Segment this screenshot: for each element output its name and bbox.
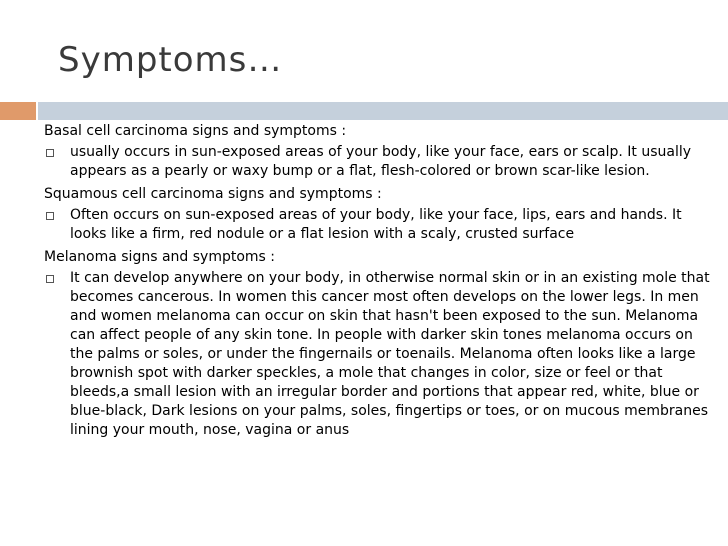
bullet-text-squamous: Often occurs on sun-exposed areas of your body, like your face, lips, ears and hands. It looks like a firm, red nodule or a flat lesion with a scaly, crusted surface bbox=[70, 207, 682, 242]
accent-bar-orange bbox=[0, 102, 36, 120]
slide-content bbox=[44, 118, 720, 440]
section-heading-melanoma: Melanoma signs and symptoms : bbox=[44, 249, 275, 265]
square-bullet-icon bbox=[46, 275, 54, 283]
section-heading-squamous: Squamous cell carcinoma signs and symptoms : bbox=[44, 186, 382, 202]
bullet-text-basal: usually occurs in sun-exposed areas of your body, like your face, ears or scalp. It usually appears as a pearly or waxy bump or a flat, flesh-colored or brown scar-like lesion. bbox=[70, 144, 692, 179]
bullet-item-basal bbox=[44, 143, 720, 181]
bullet-item-squamous bbox=[44, 206, 720, 244]
slide-title: Symptoms… bbox=[58, 40, 283, 80]
section-heading-basal: Basal cell carcinoma signs and symptoms : bbox=[44, 123, 347, 139]
bullet-item-melanoma bbox=[44, 269, 720, 440]
square-bullet-icon bbox=[46, 212, 54, 220]
square-bullet-icon bbox=[46, 149, 54, 157]
bullet-text-melanoma: It can develop anywhere on your body, in otherwise normal skin or in an existing mole that becomes cancerous. In women this cancer most often develops on the lower legs. In men and women melanoma can occur on skin that hasn't been exposed to the sun. Melanoma can affect people of any skin tone. In people with darker skin tones melanoma occurs on the palms or soles, or under the fingernails or toenails. Melanoma often looks like a large brownish spot with darker speckles, a mole that changes in color, size or feel or that bleeds,a small lesion with an irregular border and portions that appear red, white, blue or blue-black, Dark lesions on your palms, soles, fingertips or toes, or on mucous membranes lining your mouth, nose, vagina or anus bbox=[70, 270, 710, 438]
